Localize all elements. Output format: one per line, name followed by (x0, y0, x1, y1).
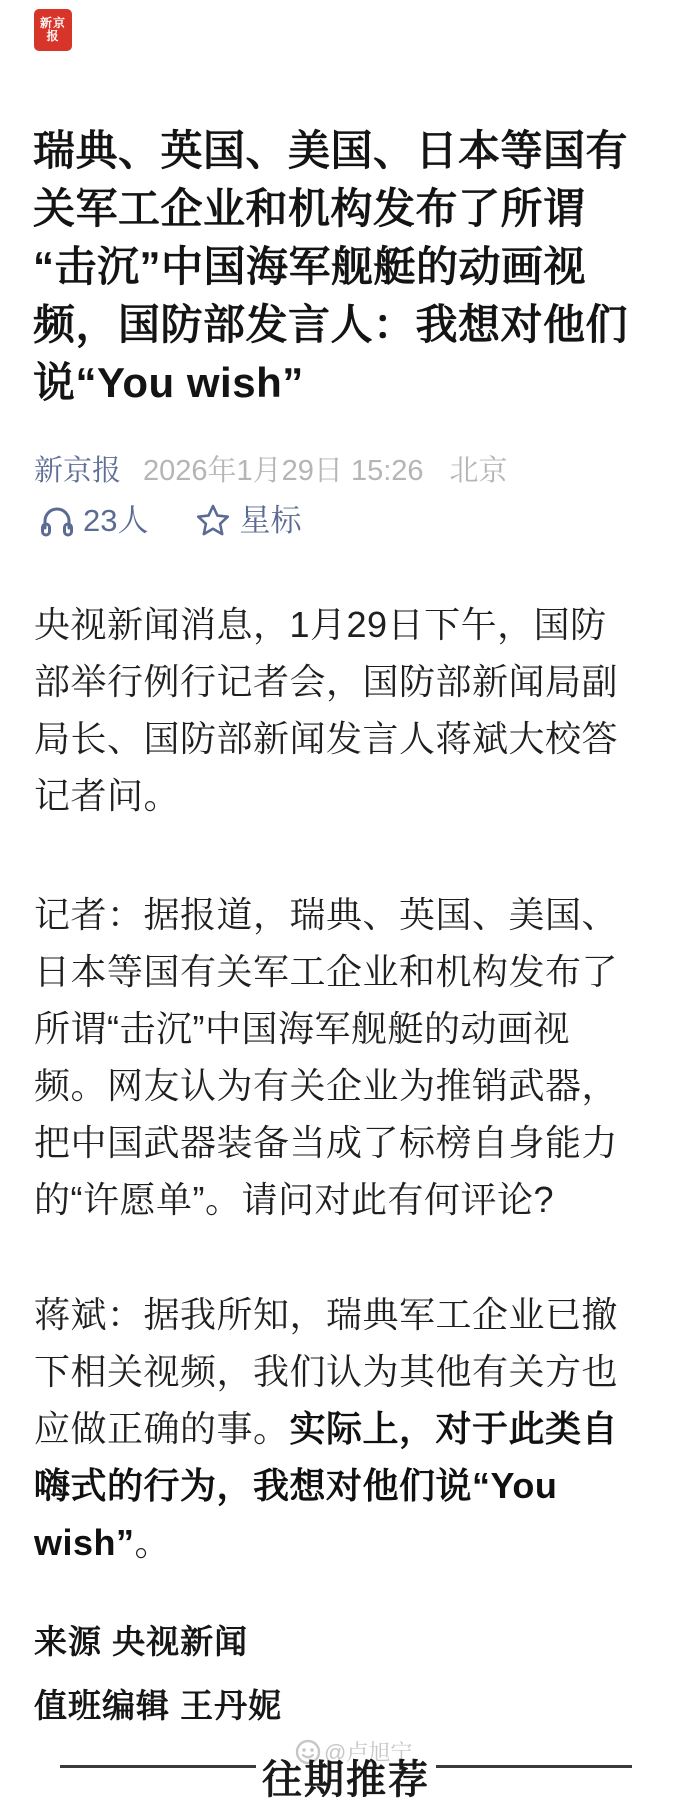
title-line: “击沉”中国海军舰艇的动画视 (33, 243, 587, 290)
star-icon (194, 502, 232, 540)
title-line: 关军工企业和机构发布了所谓 (33, 185, 586, 232)
divider-line-left (60, 1765, 256, 1768)
star-button[interactable] (194, 500, 301, 542)
paragraph-2 (34, 886, 664, 1228)
body-line: 把中国武器装备当成了标榜自身能力 (34, 1122, 619, 1163)
paragraph-1 (34, 596, 664, 824)
body-line: 频。网友认为有关企业为推销武器， (34, 1065, 619, 1106)
headphones-icon (38, 502, 76, 540)
body-line: 蒋斌：据我所知，瑞典军工企业已撤 (34, 1294, 619, 1335)
emphasis-text: wish” (34, 1522, 135, 1563)
body-line: 下相关视频，我们认为其他有关方也 (34, 1351, 619, 1392)
body-line: 记者：据报道，瑞典、英国、美国、 (34, 894, 619, 935)
title-line: 说“You wish” (33, 359, 304, 406)
past-recommendations-heading: 往期推荐 (262, 1758, 430, 1802)
body-line: 所谓“击沉”中国海军舰艇的动画视 (34, 1008, 570, 1049)
body-line: 局长、国防部新闻发言人蒋斌大校答 (34, 718, 619, 759)
body-line: 的“许愿单”。请问对此有何评论? (34, 1179, 554, 1220)
listen-count: 23人 (83, 503, 149, 538)
title-line: 频，国防部发言人：我想对他们 (33, 301, 629, 348)
publisher-logo-text: 新京报 (39, 16, 66, 43)
emphasis-text: 实际上，对于此类自 (289, 1408, 619, 1449)
meta-location: 北京 (449, 455, 508, 487)
watermark-text: @卢旭宁 (324, 1740, 413, 1765)
star-label: 星标 (239, 503, 302, 538)
footer-source: 来源 央视新闻 (34, 1623, 249, 1660)
paragraph-3 (34, 1286, 664, 1571)
body-text: 。 (134, 1522, 172, 1563)
listen-button[interactable] (38, 500, 148, 542)
title-line: 瑞典、英国、美国、日本等国有 (33, 127, 629, 174)
meta-row (34, 452, 664, 490)
body-line: 记者问。 (34, 775, 181, 816)
article-title (33, 122, 665, 412)
stats-row (38, 500, 301, 542)
emphasis-text: 嗨式的行为，我想对他们说“You (34, 1465, 558, 1506)
body-line (34, 1514, 664, 1571)
meta-source-link[interactable]: 新京报 (34, 455, 122, 487)
body-line: 央视新闻消息，1月29日下午，国防 (34, 604, 607, 645)
footer-editor: 值班编辑 王丹妮 (34, 1687, 283, 1724)
body-line: 部举行例行记者会，国防部新闻局副 (34, 661, 619, 702)
body-text: 应做正确的事。 (34, 1408, 290, 1449)
meta-date: 2026年1月29日 15:26 (143, 455, 424, 487)
body-line (34, 1457, 664, 1514)
publisher-logo[interactable] (34, 9, 72, 51)
divider-line-right (436, 1765, 632, 1768)
body-line: 日本等国有关军工企业和机构发布了 (34, 951, 619, 992)
body-line (34, 1400, 664, 1457)
